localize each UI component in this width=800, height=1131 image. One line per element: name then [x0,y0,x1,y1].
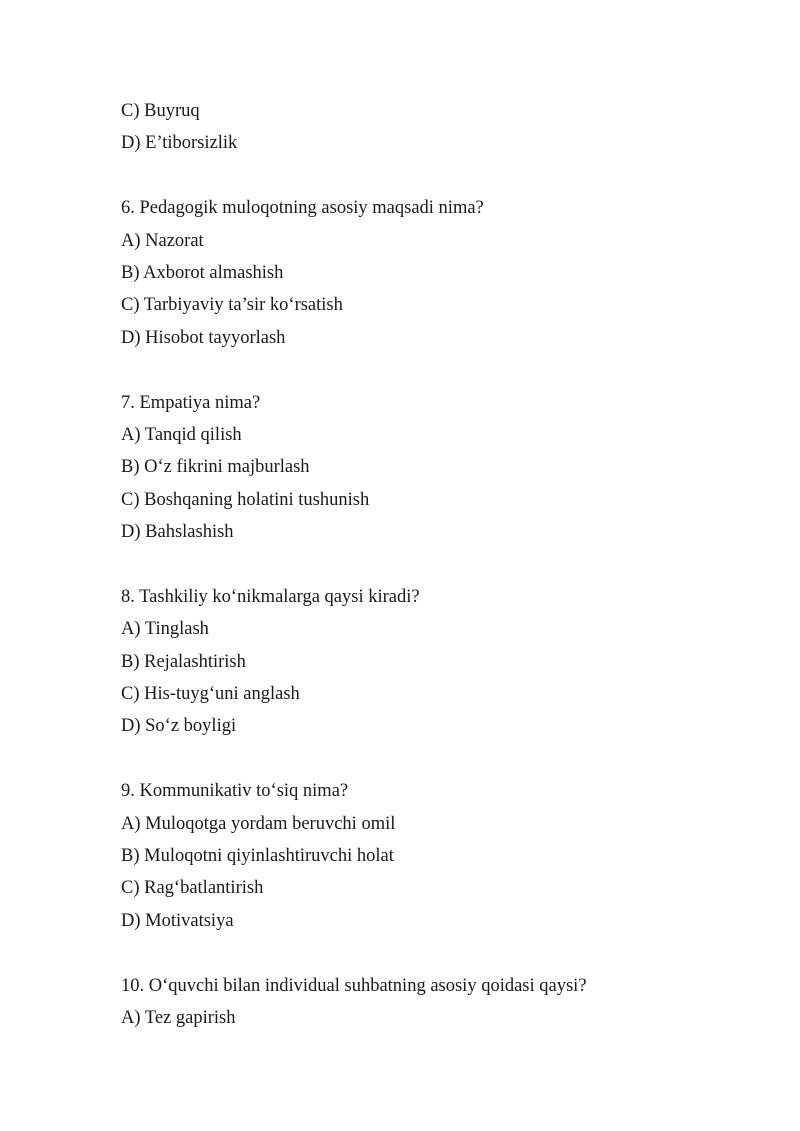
question-9-option-a: A) Muloqotga yordam beruvchi omil [121,813,396,834]
question-9-option-b: B) Muloqotni qiyinlashtiruvchi holat [121,845,394,866]
question-9: 9. Kommunikativ to‘siq nima? [121,781,349,802]
option-d: D) E’tiborsizlik [121,133,238,154]
question-8-option-d: D) So‘z boyligi [121,716,237,737]
question-7-option-d: D) Bahslashish [121,522,234,543]
question-8: 8. Tashkiliy ko‘nikmalarga qaysi kiradi? [121,586,420,607]
question-6: 6. Pedagogik muloqotning asosiy maqsadi nima? [121,198,484,219]
spacer [121,160,741,192]
document-body [121,95,741,1034]
spacer [121,937,741,969]
question-9-option-d: D) Motivatsiya [121,910,234,931]
option-c: C) Buyruq [121,101,200,121]
question-7-option-a: A) Tanqid qilish [121,424,242,445]
question-6-option-c: C) Tarbiyaviy ta’sir ko‘rsatish [121,295,343,316]
question-6-option-b: B) Axborot almashish [121,262,284,283]
question-10-option-a: A) Tez gapirish [121,1007,236,1028]
question-7-option-b: B) O‘z fikrini majburlash [121,457,310,478]
question-10: 10. O‘quvchi bilan individual suhbatning asosiy qoidasi qaysi? [121,975,587,996]
spacer [121,548,741,580]
question-6-option-d: D) Hisobot tayyorlash [121,327,286,348]
question-8-option-b: B) Rejalashtirish [121,651,246,672]
question-8-option-c: C) His-tuyg‘uni anglash [121,684,300,705]
question-9-option-c: C) Rag‘batlantirish [121,878,264,899]
question-7: 7. Empatiya nima? [121,392,261,413]
spacer [121,743,741,775]
question-8-option-a: A) Tinglash [121,619,209,640]
question-6-option-a: A) Nazorat [121,230,204,251]
spacer [121,354,741,386]
question-7-option-c: C) Boshqaning holatini tushunish [121,489,370,510]
